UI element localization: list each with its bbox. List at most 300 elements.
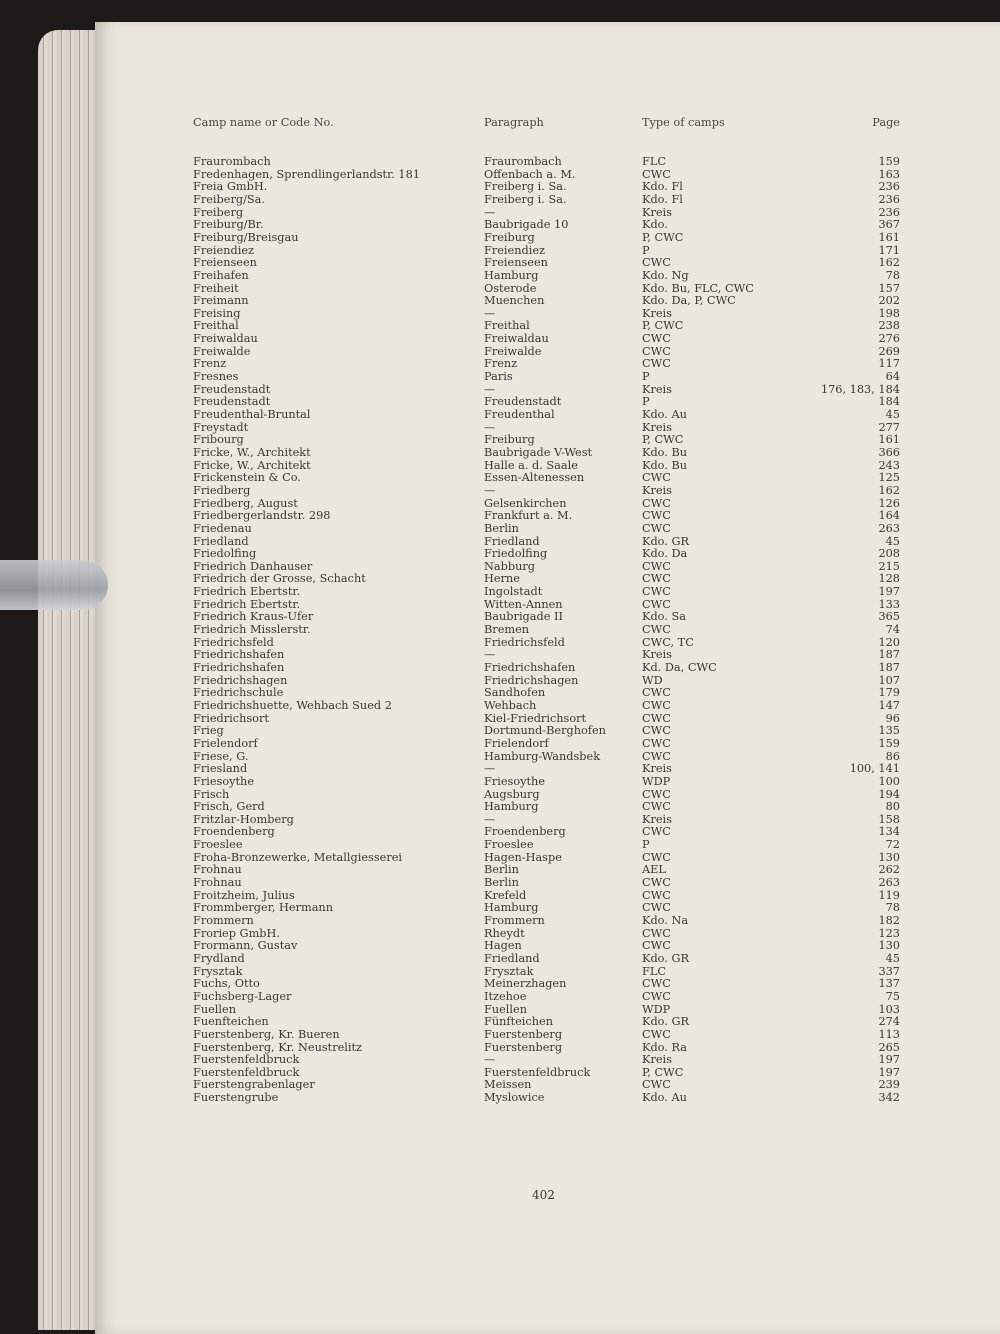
- camp-type: Kdo. Ng: [642, 268, 689, 282]
- page-ref: 208: [878, 547, 900, 561]
- paragraph: Berlin: [484, 863, 519, 877]
- paragraph: Baubrigade 10: [484, 218, 569, 232]
- paragraph: Friedrichsfeld: [484, 635, 565, 649]
- camp-type: Kdo.: [642, 218, 668, 232]
- table-row: [0, 433, 1000, 446]
- table-row: [0, 1041, 1000, 1054]
- paragraph: Frenz: [484, 357, 518, 371]
- table-row: [0, 231, 1000, 244]
- table-row: [0, 370, 1000, 383]
- table-row: [0, 522, 1000, 535]
- camp-name: Freiheit: [193, 281, 239, 295]
- camp-type: CWC: [642, 749, 671, 763]
- paragraph: Friedrichshagen: [484, 673, 579, 687]
- table-row: [0, 889, 1000, 902]
- paragraph: Frielendorf: [484, 736, 549, 750]
- camp-type: CWC: [642, 989, 671, 1003]
- page-ref: 215: [878, 559, 900, 573]
- page-ref: 78: [885, 901, 900, 915]
- paragraph: Paris: [484, 370, 513, 384]
- paragraph: Friedland: [484, 534, 540, 548]
- camp-name: Freiburg/Br.: [193, 218, 264, 232]
- camp-name: Frysztak: [193, 964, 243, 978]
- page-ref: 86: [885, 749, 900, 763]
- header-page: Page: [872, 116, 900, 129]
- camp-name: Freithal: [193, 319, 239, 333]
- camp-type: P, CWC: [642, 433, 684, 447]
- table-row: [0, 977, 1000, 990]
- table-row: [0, 598, 1000, 611]
- paragraph: Hamburg: [484, 268, 539, 282]
- page-ref: 126: [878, 496, 900, 510]
- page-ref: 202: [878, 294, 900, 308]
- paragraph: Frommern: [484, 914, 545, 927]
- camp-name: Freia GmbH.: [193, 180, 268, 194]
- camp-type: CWC: [642, 724, 671, 738]
- table-row: [0, 838, 1000, 851]
- paragraph: Friesoythe: [484, 774, 546, 788]
- camp-type: Kdo. Bu: [642, 445, 688, 459]
- table-row: [0, 825, 1000, 838]
- page-ref: 164: [878, 509, 900, 523]
- table-row: [0, 155, 1000, 168]
- page-ref: 337: [878, 964, 900, 978]
- table-row: [0, 686, 1000, 699]
- paragraph: Freienseen: [484, 256, 548, 270]
- table-row: [0, 256, 1000, 269]
- page-ref: 366: [878, 445, 900, 459]
- table-row: [0, 1028, 1000, 1041]
- paragraph: Freithal: [484, 319, 530, 333]
- table-row: [0, 990, 1000, 1003]
- paragraph: Froendenberg: [484, 825, 566, 839]
- table-row: [0, 357, 1000, 370]
- camp-name: Fuchs, Otto: [193, 977, 260, 991]
- page-ref: 45: [885, 951, 900, 965]
- camp-type: WDP: [642, 774, 671, 788]
- table-row: [0, 788, 1000, 801]
- table-row: [0, 509, 1000, 522]
- paragraph: Freudenthal: [484, 408, 555, 421]
- paragraph: —: [484, 812, 496, 826]
- table-row: [0, 712, 1000, 725]
- camp-type: P, CWC: [642, 319, 684, 333]
- paragraph: Dortmund-Berghofen: [484, 724, 606, 738]
- camp-name: Friedrichshagen: [193, 673, 288, 687]
- page-ref: 119: [878, 888, 900, 902]
- camp-name: Friedberg, August: [193, 496, 298, 510]
- paragraph: Froeslee: [484, 838, 534, 852]
- paragraph: Berlin: [484, 876, 519, 890]
- camp-name: Freiendiez: [193, 243, 254, 257]
- page-ref: 72: [885, 838, 900, 852]
- page-ref: 162: [878, 256, 900, 270]
- camp-type: Kdo. Da: [642, 547, 688, 561]
- camp-type: CWC: [642, 597, 671, 611]
- camp-name: Frisch, Gerd: [193, 800, 265, 814]
- table-row: [0, 282, 1000, 295]
- camp-type: Kdo. Bu: [642, 458, 688, 472]
- header-type: Type of camps: [642, 116, 725, 129]
- page-ref: 342: [878, 1091, 900, 1105]
- camp-name: Freystadt: [193, 420, 249, 434]
- paragraph: Itzehoe: [484, 989, 527, 1003]
- camp-type: Kdo. Sa: [642, 610, 686, 624]
- page-ref: 163: [878, 167, 900, 181]
- paragraph: Frysztak: [484, 964, 534, 978]
- paragraph: Halle a. d. Saale: [484, 458, 578, 472]
- camp-name: Fredenhagen, Sprendlingerlandstr. 181: [193, 167, 420, 181]
- camp-type: P: [642, 370, 650, 384]
- paragraph: Friedland: [484, 951, 540, 965]
- table-row: [0, 1066, 1000, 1079]
- camp-type: Kreis: [642, 762, 672, 776]
- page-ref: 176, 183, 184: [820, 382, 900, 396]
- camp-name: Fuerstenfeldbruck: [193, 1065, 300, 1079]
- page-ref: 263: [878, 876, 900, 890]
- table-row: [0, 648, 1000, 661]
- table-row: [0, 471, 1000, 484]
- camp-type: CWC: [642, 876, 671, 890]
- table-row: [0, 800, 1000, 813]
- camp-name: Friedrich der Grosse, Schacht: [193, 572, 366, 586]
- paragraph: Kiel-Friedrichsort: [484, 711, 587, 725]
- paragraph: Fuerstenberg: [484, 1027, 563, 1041]
- table-row: [0, 535, 1000, 548]
- camp-name: Freudenstadt: [193, 382, 271, 396]
- camp-type: CWC: [642, 1027, 671, 1041]
- camp-name: Frickenstein & Co.: [193, 471, 301, 485]
- camp-type: Kreis: [642, 205, 672, 219]
- camp-type: WD: [642, 673, 663, 687]
- page-ref: 171: [878, 243, 900, 257]
- table-row: [0, 572, 1000, 585]
- table-row: [0, 750, 1000, 763]
- table-row: [0, 345, 1000, 358]
- paragraph: Freiberg i. Sa.: [484, 192, 567, 206]
- camp-type: Kdo. GR: [642, 534, 689, 548]
- camp-name: Frohnau: [193, 876, 242, 890]
- page-ref: 187: [878, 648, 900, 662]
- camp-type: P: [642, 243, 650, 257]
- camp-name: Fuellen: [193, 1002, 236, 1016]
- camp-name: Friedland: [193, 534, 249, 548]
- page-ref: 365: [878, 610, 900, 624]
- table-row: [0, 724, 1000, 737]
- table-row: [0, 332, 1000, 345]
- page-ref: 75: [885, 989, 900, 1003]
- table-row: [0, 446, 1000, 459]
- paragraph: Gelsenkirchen: [484, 496, 567, 510]
- page-ref: 265: [878, 1040, 900, 1054]
- camp-type: P, CWC: [642, 1065, 684, 1079]
- camp-type: P: [642, 395, 650, 409]
- camp-name: Friedrichsort: [193, 711, 269, 725]
- camp-name: Freihafen: [193, 268, 249, 282]
- paragraph: Friedolfing: [484, 547, 548, 561]
- camp-type: Kdo. Ra: [642, 1040, 687, 1054]
- paragraph: —: [484, 382, 496, 396]
- paragraph: Freiwaldau: [484, 332, 549, 346]
- page-ref: 274: [878, 1015, 900, 1029]
- table-row: [0, 623, 1000, 636]
- camp-type: Kreis: [642, 648, 672, 662]
- camp-type: Kdo. GR: [642, 951, 689, 965]
- page-ref: 123: [878, 926, 900, 940]
- camp-name: Freiberg/Sa.: [193, 192, 265, 206]
- page-ref: 161: [878, 230, 900, 244]
- paragraph: Herne: [484, 572, 520, 586]
- paragraph: Freiendiez: [484, 243, 545, 257]
- paragraph: —: [484, 420, 496, 434]
- paragraph: —: [484, 762, 496, 776]
- table-row: [0, 813, 1000, 826]
- camp-type: CWC: [642, 559, 671, 573]
- camp-type: CWC, TC: [642, 635, 694, 649]
- paragraph: Meissen: [484, 1078, 532, 1092]
- camp-name: Frieg: [193, 724, 224, 738]
- camp-name: Fraurombach: [193, 155, 271, 168]
- camp-type: CWC: [642, 686, 671, 700]
- paragraph: Augsburg: [484, 787, 540, 801]
- table-row: [0, 408, 1000, 421]
- table-row: [0, 636, 1000, 649]
- table-row: [0, 421, 1000, 434]
- page-number: 402: [532, 1188, 555, 1202]
- camp-name: Frielendorf: [193, 736, 258, 750]
- camp-name: Freimann: [193, 294, 249, 308]
- paragraph: Fuellen: [484, 1002, 527, 1016]
- camp-name: Fuerstenberg, Kr. Bueren: [193, 1027, 340, 1041]
- camp-type: CWC: [642, 850, 671, 864]
- camp-name: Fresnes: [193, 370, 239, 384]
- table-row: [0, 914, 1000, 927]
- page-ref: 80: [885, 800, 900, 814]
- page-ref: 74: [885, 623, 900, 637]
- page-ref: 161: [878, 433, 900, 447]
- page-ref: 179: [878, 686, 900, 700]
- camp-type: FLC: [642, 155, 666, 168]
- paragraph: —: [484, 205, 496, 219]
- camp-name: Friedrich Ebertstr.: [193, 585, 301, 599]
- table-row: [0, 952, 1000, 965]
- camp-name: Fuerstenfeldbruck: [193, 1053, 300, 1067]
- camp-type: CWC: [642, 888, 671, 902]
- camp-name: Friedrichschule: [193, 686, 284, 700]
- camp-name: Fritzlar-Homberg: [193, 812, 294, 826]
- table-row: [0, 939, 1000, 952]
- camp-name: Frydland: [193, 951, 245, 965]
- table-row: [0, 547, 1000, 560]
- camp-type: CWC: [642, 167, 671, 181]
- table-row: [0, 737, 1000, 750]
- page-ref: 263: [878, 521, 900, 535]
- page-ref: 184: [878, 395, 900, 409]
- camp-name: Friedrichshafen: [193, 648, 285, 662]
- page-ref: 236: [878, 192, 900, 206]
- page-ref: 147: [878, 698, 900, 712]
- paragraph: Osterode: [484, 281, 537, 295]
- camp-type: CWC: [642, 256, 671, 270]
- camp-type: CWC: [642, 787, 671, 801]
- page-ref: 238: [878, 319, 900, 333]
- table-row: [0, 244, 1000, 257]
- table-row: [0, 901, 1000, 914]
- page-ref: 130: [878, 850, 900, 864]
- page-ref: 187: [878, 661, 900, 674]
- camp-type: CWC: [642, 698, 671, 712]
- table-row: [0, 699, 1000, 712]
- page-ref: 78: [885, 268, 900, 282]
- camp-type: CWC: [642, 800, 671, 814]
- paragraph: Hamburg-Wandsbek: [484, 749, 601, 763]
- header-camp-name: Camp name or Code No.: [193, 116, 334, 129]
- camp-type: Kreis: [642, 1053, 672, 1067]
- paragraph: Hagen-Haspe: [484, 850, 562, 864]
- page-ref: 197: [878, 1065, 900, 1079]
- camp-name: Frisch: [193, 787, 230, 801]
- camp-type: CWC: [642, 1078, 671, 1092]
- camp-name: Frommern: [193, 914, 254, 927]
- table-row: [0, 1053, 1000, 1066]
- table-row: [0, 484, 1000, 497]
- page-ref: 236: [878, 180, 900, 194]
- camp-type: CWC: [642, 977, 671, 991]
- paragraph: Freiwalde: [484, 344, 542, 358]
- page-ref: 107: [878, 673, 900, 687]
- page-ref: 239: [878, 1078, 900, 1092]
- page-ref: 243: [878, 458, 900, 472]
- page-ref: 137: [878, 977, 900, 991]
- camp-name: Freudenthal-Bruntal: [193, 408, 311, 421]
- table-row: [0, 927, 1000, 940]
- table-row: [0, 965, 1000, 978]
- camp-name: Friedrichshafen: [193, 661, 285, 674]
- paragraph: Freudenstadt: [484, 395, 562, 409]
- camp-type: Kreis: [642, 812, 672, 826]
- camp-name: Froha-Bronzewerke, Metallgiesserei: [193, 850, 403, 864]
- page-ref: 197: [878, 1053, 900, 1067]
- paragraph: Essen-Altenessen: [484, 471, 585, 485]
- paragraph: —: [484, 483, 496, 497]
- paragraph: Fraurombach: [484, 155, 562, 168]
- table-row: [0, 206, 1000, 219]
- camp-type: WDP: [642, 1002, 671, 1016]
- page-ref: 103: [878, 1002, 900, 1016]
- camp-name: Frohnau: [193, 863, 242, 877]
- camp-name: Froendenberg: [193, 825, 275, 839]
- page-ref: 159: [878, 736, 900, 750]
- camp-name: Freiwalde: [193, 344, 251, 358]
- camp-name: Frormann, Gustav: [193, 939, 298, 953]
- table-row: [0, 876, 1000, 889]
- paragraph: —: [484, 306, 496, 320]
- camp-name: Friedenau: [193, 521, 252, 535]
- paragraph: Meinerzhagen: [484, 977, 567, 991]
- camp-type: Kdo. Au: [642, 1091, 687, 1105]
- camp-type: CWC: [642, 471, 671, 485]
- camp-type: CWC: [642, 496, 671, 510]
- page-ref: 162: [878, 483, 900, 497]
- camp-name: Friedrich Kraus-Ufer: [193, 610, 314, 624]
- page-ref: 117: [878, 357, 900, 371]
- camp-name: Friedberg: [193, 483, 251, 497]
- page-ref: 198: [878, 306, 900, 320]
- camp-name: Friesland: [193, 762, 248, 776]
- paragraph: Freiburg: [484, 433, 535, 447]
- paragraph: Muenchen: [484, 294, 545, 308]
- page-ref: 125: [878, 471, 900, 485]
- paragraph: Myslowice: [484, 1091, 545, 1105]
- camp-name: Frommberger, Hermann: [193, 901, 333, 915]
- camp-name: Freising: [193, 306, 241, 320]
- paragraph: Berlin: [484, 521, 519, 535]
- table-row: [0, 218, 1000, 231]
- paragraph: Fuerstenberg: [484, 1040, 563, 1054]
- page-ref: 135: [878, 724, 900, 738]
- page-ref: 120: [878, 635, 900, 649]
- page-ref: 133: [878, 597, 900, 611]
- camp-name: Freienseen: [193, 256, 257, 270]
- page-ref: 262: [878, 863, 900, 877]
- camp-type: CWC: [642, 736, 671, 750]
- paragraph: Sandhofen: [484, 686, 546, 700]
- camp-name: Friedrich Misslerstr.: [193, 623, 311, 637]
- camp-type: CWC: [642, 521, 671, 535]
- paragraph: Rheydt: [484, 926, 525, 940]
- camp-name: Fuerstenberg, Kr. Neustrelitz: [193, 1040, 362, 1054]
- page-ref: 130: [878, 939, 900, 953]
- header-paragraph: Paragraph: [484, 116, 544, 129]
- camp-type: CWC: [642, 357, 671, 371]
- page-ref: 45: [885, 408, 900, 421]
- camp-type: Kdo. Au: [642, 408, 687, 421]
- camp-name: Friedbergerlandstr. 298: [193, 509, 331, 523]
- page-ref: 100: [878, 774, 900, 788]
- table-row: [0, 661, 1000, 674]
- camp-type: CWC: [642, 711, 671, 725]
- camp-name: Fribourg: [193, 433, 244, 447]
- camp-name: Freiwaldau: [193, 332, 258, 346]
- camp-name: Fuerstengrube: [193, 1091, 279, 1105]
- camp-type: CWC: [642, 344, 671, 358]
- table-row: [0, 762, 1000, 775]
- camp-name: Froitzheim, Julius: [193, 888, 295, 902]
- paragraph: Witten-Annen: [484, 597, 563, 611]
- camp-type: CWC: [642, 901, 671, 915]
- table-row: [0, 1078, 1000, 1091]
- camp-type: Kd. Da, CWC: [642, 661, 717, 674]
- table-row: [0, 1091, 1000, 1104]
- camp-type: Kdo. Fl: [642, 192, 683, 206]
- page-ref: 45: [885, 534, 900, 548]
- paragraph: Offenbach a. M.: [484, 167, 576, 181]
- page-ref: 128: [878, 572, 900, 586]
- page-ref: 64: [885, 370, 900, 384]
- camp-name: Friedrich Ebertstr.: [193, 597, 301, 611]
- table-row: [0, 1003, 1000, 1016]
- camp-name: Friedrichsfeld: [193, 635, 274, 649]
- camp-name: Froriep GmbH.: [193, 926, 280, 940]
- camp-name: Friesoythe: [193, 774, 255, 788]
- camp-type: CWC: [642, 572, 671, 586]
- camp-name: Fuchsberg-Lager: [193, 989, 292, 1003]
- page-ref: 194: [878, 787, 900, 801]
- table-row: [0, 319, 1000, 332]
- camp-name: Fuerstengrabenlager: [193, 1078, 315, 1092]
- table-row: [0, 294, 1000, 307]
- page-ref: 269: [878, 344, 900, 358]
